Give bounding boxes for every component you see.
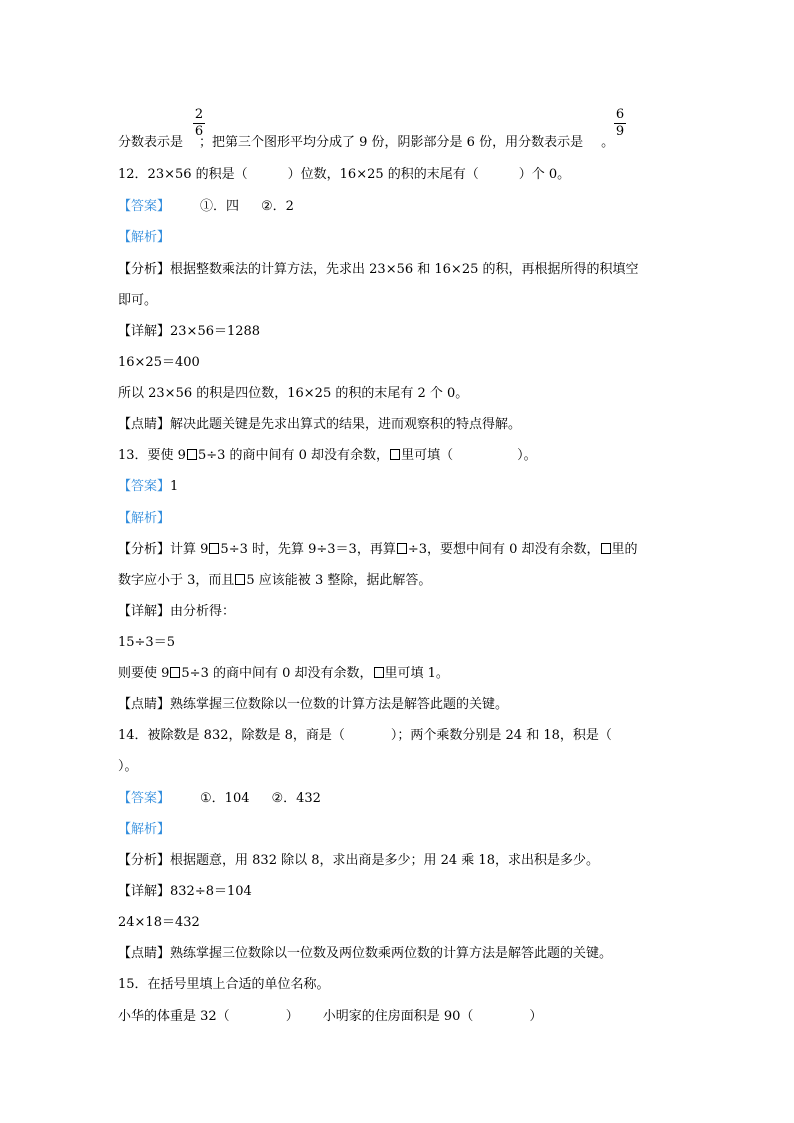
square-box xyxy=(397,543,407,554)
square-box xyxy=(374,667,384,678)
fraction-six-ninths xyxy=(614,108,626,139)
fraction-denominator: 9 xyxy=(615,124,625,139)
square-box xyxy=(170,667,180,678)
text-segment: ）位数，16×25 的积的末尾有（ xyxy=(287,167,479,182)
text-segment: ÷3，要想中间有 0 却没有余数， xyxy=(407,542,600,557)
text-segment: 5÷3 的商中间有 0 却没有余数， xyxy=(197,448,390,463)
text-segment: 分数表示是 xyxy=(118,135,184,150)
text-segment: 熟练掌握三位数除以一位数的计算方法是解答此题的关键。 xyxy=(170,697,509,712)
text-segment: ） xyxy=(529,1009,543,1024)
text-segment: ）；两个乘数分别是 24 和 18，积是（ xyxy=(390,728,612,743)
answer-value: ①．四 xyxy=(200,199,240,214)
text-segment: 832÷8＝104 xyxy=(170,884,252,899)
prev-answer-line xyxy=(118,135,614,151)
square-box xyxy=(187,449,197,460)
q14-line2: 24×18＝432 xyxy=(118,915,200,930)
text-segment: 5÷3 时，先算 9÷3＝3，再算 xyxy=(220,542,396,557)
square-box xyxy=(390,449,400,460)
q12-dianjing xyxy=(118,417,521,433)
q13-line2: 15÷3＝5 xyxy=(118,635,175,650)
answer-value: ②．2 xyxy=(261,199,294,214)
q12-analysis-tag: 【解析】 xyxy=(118,230,171,245)
q13-fenxi xyxy=(118,542,638,558)
q12-line2: 16×25＝400 xyxy=(118,355,200,370)
text-segment: 里可填 1。 xyxy=(384,666,449,681)
square-box xyxy=(601,543,611,554)
text-segment: 计算 9 xyxy=(170,542,209,557)
text-segment: 数字应小于 3，而且 xyxy=(118,573,235,588)
text-segment: 5 应该能被 3 整除，据此解答。 xyxy=(246,573,432,588)
text-segment: 小明家的住房面积是 90（ xyxy=(322,1009,474,1024)
text-segment: ；把第三个图形平均分成了 9 份，阴影部分是 6 份，用分数表示是 xyxy=(199,135,584,150)
text-segment: 小华的体重是 32（ xyxy=(118,1009,230,1024)
fenxi-tag: 【分析】 xyxy=(118,262,171,277)
q13-line3 xyxy=(118,666,449,682)
q12-fenxi xyxy=(118,262,639,278)
q14-dianjing xyxy=(118,946,612,962)
fraction-numerator: 2 xyxy=(194,107,204,122)
fenxi-tag: 【分析】 xyxy=(118,853,171,868)
text-segment: 。 xyxy=(601,135,615,150)
q14-answer xyxy=(118,791,321,807)
text-segment: 13．要使 9 xyxy=(118,448,186,463)
q13-fenxi-cont xyxy=(118,573,431,589)
q13-xiangjie xyxy=(118,604,235,620)
xiangjie-tag: 【详解】 xyxy=(118,604,171,619)
text-segment: 由分析得： xyxy=(170,604,236,619)
q13-analysis-tag: 【解析】 xyxy=(118,511,171,526)
question-13 xyxy=(118,448,537,464)
dianjing-tag: 【点睛】 xyxy=(118,946,171,961)
dianjing-tag: 【点睛】 xyxy=(118,417,171,432)
answer-value: ②．432 xyxy=(271,791,321,806)
q12-fenxi-cont: 即可。 xyxy=(118,293,158,308)
question-12 xyxy=(118,167,570,183)
text-segment: 里的 xyxy=(611,542,638,557)
q15-line1 xyxy=(118,1009,542,1025)
text-segment: 23×56＝1288 xyxy=(170,324,261,339)
text-segment: 根据整数乘法的计算方法，先求出 23×56 和 16×25 的积，再根据所得的积填空 xyxy=(170,262,639,277)
q14-fenxi xyxy=(118,853,599,869)
text-segment: ）。 xyxy=(517,448,537,463)
text-segment: 解决此题关键是先求出算式的结果，进而观察积的特点得解。 xyxy=(170,417,522,432)
fraction-numerator: 6 xyxy=(615,107,625,122)
answer-value: 1 xyxy=(170,479,179,494)
q14-analysis-tag: 【解析】 xyxy=(118,822,171,837)
xiangjie-tag: 【详解】 xyxy=(118,324,171,339)
square-box xyxy=(235,574,245,585)
q13-dianjing xyxy=(118,697,508,713)
question-14-cont: ）。 xyxy=(118,759,138,774)
fenxi-tag: 【分析】 xyxy=(118,542,171,557)
text-segment: ） xyxy=(285,1009,299,1024)
question-14 xyxy=(118,728,612,744)
text-segment: ）个 0。 xyxy=(518,167,571,182)
dianjing-tag: 【点睛】 xyxy=(118,697,171,712)
question-15: 15．在括号里填上合适的单位名称。 xyxy=(118,977,330,992)
text-segment: 里可填（ xyxy=(401,448,454,463)
answer-tag: 【答案】 xyxy=(118,199,171,214)
text-segment: 则要使 9 xyxy=(118,666,170,681)
text-segment: 14．被除数是 832，除数是 8，商是（ xyxy=(118,728,345,743)
text-segment: 熟练掌握三位数除以一位数及两位数乘两位数的计算方法是解答此题的关键。 xyxy=(170,946,613,961)
text-segment: 5÷3 的商中间有 0 却没有余数， xyxy=(181,666,373,681)
text-segment: 根据题意，用 832 除以 8，求出商是多少；用 24 乘 18，求出积是多少。 xyxy=(170,853,599,868)
q12-answer xyxy=(118,199,294,215)
fraction-denominator: 6 xyxy=(194,124,204,139)
answer-tag: 【答案】 xyxy=(118,479,171,494)
q13-answer xyxy=(118,479,178,495)
answer-value: ①．104 xyxy=(200,791,250,806)
q12-line3: 所以 23×56 的积是四位数，16×25 的积的末尾有 2 个 0。 xyxy=(118,386,469,401)
text-segment: 12．23×56 的积是（ xyxy=(118,167,248,182)
square-box xyxy=(209,543,219,554)
answer-tag: 【答案】 xyxy=(118,791,171,806)
q12-xiangjie xyxy=(118,324,260,340)
q14-xiangjie xyxy=(118,884,252,900)
xiangjie-tag: 【详解】 xyxy=(118,884,171,899)
